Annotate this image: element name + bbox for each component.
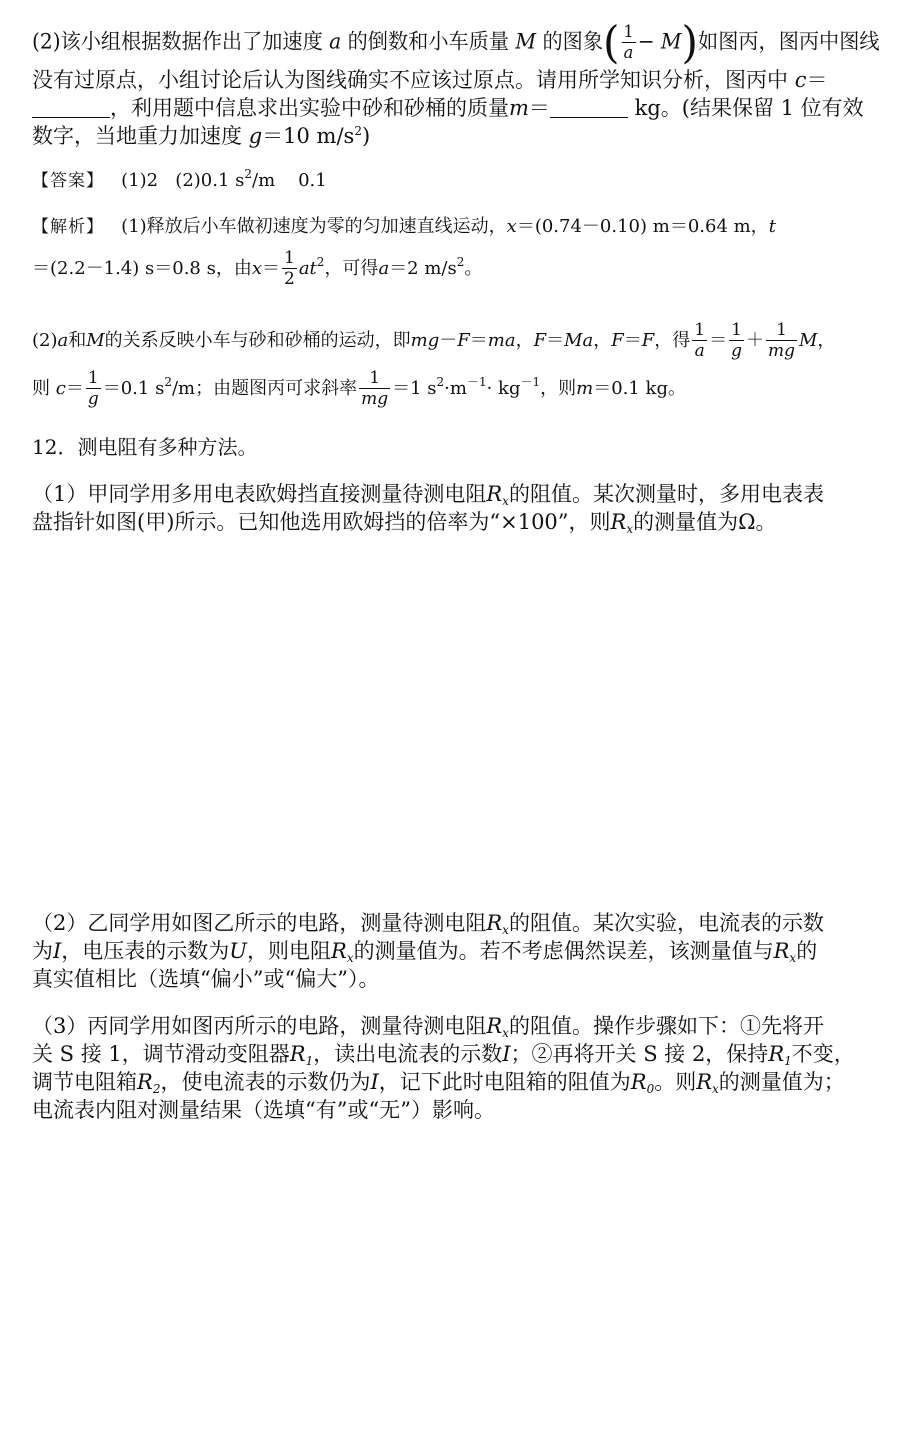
paren-left: ( xyxy=(603,17,620,69)
text: · kg xyxy=(486,378,521,399)
var-a: a xyxy=(378,258,390,279)
var-F: F xyxy=(457,330,470,351)
text: ，则电阻 xyxy=(247,939,331,963)
q11-line3 xyxy=(32,94,864,122)
var-M: M xyxy=(515,29,537,54)
var-R: R xyxy=(768,1042,785,1066)
q12-p1-line2 xyxy=(32,508,777,536)
var-I: I xyxy=(502,1042,511,1066)
q11-line1 xyxy=(32,17,880,69)
superscript: 2 xyxy=(436,375,445,389)
var-g: g xyxy=(248,124,263,148)
subscript: 2 xyxy=(152,1082,161,1096)
text: ＝1 s xyxy=(392,378,437,399)
superscript: 2 xyxy=(164,375,172,389)
text: ， xyxy=(515,330,534,351)
text: 的图象 xyxy=(542,29,604,54)
superscript: －1 xyxy=(466,375,487,389)
text: /m xyxy=(252,170,276,191)
text: － xyxy=(439,330,458,351)
subscript: x xyxy=(502,923,509,937)
analysis-tag: 【解析】 xyxy=(32,217,104,237)
text: 的测量值为； xyxy=(718,1070,845,1094)
fraction-1-over-a: $\frac{1}{a}$ xyxy=(694,320,706,361)
subscript: x xyxy=(502,494,509,508)
text: 关 S 接 1，调节滑动变阻器 xyxy=(32,1042,290,1066)
var-at: at xyxy=(298,258,317,279)
text: ＝10 m/s xyxy=(262,124,355,148)
text: ，记下此时电阻箱的阻值为 xyxy=(378,1070,631,1094)
subscript: x xyxy=(626,522,634,536)
var-R: R xyxy=(773,939,790,963)
answer-2: (2)0.1 s xyxy=(175,170,245,191)
q12-p3-line2 xyxy=(32,1040,855,1068)
var-m: m xyxy=(509,96,529,120)
text: ＝2 m/s xyxy=(389,258,457,279)
var-I: I xyxy=(370,1070,379,1094)
q12-p3-line1 xyxy=(32,1012,824,1040)
text: 的 xyxy=(796,939,818,963)
var-ma: ma xyxy=(487,330,516,351)
text: 如图丙，图丙中图线 xyxy=(698,29,880,54)
q12-p3-line3 xyxy=(32,1068,845,1096)
text: 的测量值为Ω。 xyxy=(633,510,777,534)
subscript: x xyxy=(712,1082,719,1096)
text: 不变， xyxy=(791,1042,855,1066)
answer-blank xyxy=(550,97,628,118)
var-c: c xyxy=(794,68,807,92)
subscript: 1 xyxy=(305,1054,314,1068)
text: 。 xyxy=(464,258,483,279)
text: ·m xyxy=(444,378,467,399)
text: ＝(0.74－0.10) m＝0.64 m， xyxy=(516,216,769,237)
analysis1-line1 xyxy=(32,213,776,241)
answer-3: 0.1 xyxy=(298,170,327,191)
text: ＝0.1 s xyxy=(102,378,165,399)
q12-p2-line2 xyxy=(32,937,817,965)
var-M: M xyxy=(798,330,818,351)
analysis2-line2 xyxy=(32,370,686,408)
text: ) xyxy=(361,124,371,148)
text: kg。(结果保留 1 位有效 xyxy=(634,96,864,120)
text: （1）甲同学用多用电表欧姆挡直接测量待测电阻 xyxy=(32,482,487,506)
var-F: F xyxy=(611,330,624,351)
var-x: x xyxy=(506,216,517,237)
text: ＝ xyxy=(262,258,280,279)
text: 盘指针如图(甲)所示。已知他选用欧姆挡的倍率为“×100”，则 xyxy=(32,510,611,534)
text: ，使电流表的示数仍为 xyxy=(160,1070,371,1094)
q12-title: 12．测电阻有多种方法。 xyxy=(32,435,258,459)
var-U: U xyxy=(229,939,247,963)
text: ＝ xyxy=(806,68,828,92)
text: 的倒数和小车质量 xyxy=(347,29,509,54)
superscript: －1 xyxy=(520,375,541,389)
var-x: x xyxy=(251,258,262,279)
fraction-1-over-mg: $\frac{1}{mg}$ xyxy=(767,320,795,361)
q11-line4 xyxy=(32,122,370,150)
text: 没有过原点，小组讨论后认为图线确实不应该过原点。请用所学知识分析，图丙中 xyxy=(32,68,788,92)
fraction-1-over-mg: $\frac{1}{mg}$ xyxy=(361,368,389,409)
var-Ma: Ma xyxy=(564,330,594,351)
text: ＋ xyxy=(745,330,764,351)
text: 数字，当地重力加速度 xyxy=(32,124,242,148)
text: ， xyxy=(817,330,836,351)
var-R: R xyxy=(137,1070,153,1094)
answer-tag: 【答案】 xyxy=(32,171,104,191)
text: ，得 xyxy=(654,330,691,351)
var-R: R xyxy=(630,1070,647,1094)
text: ；②再将开关 S 接 2，保持 xyxy=(510,1042,769,1066)
text: 的阻值。某次实验，电流表的示数 xyxy=(508,911,824,935)
text: 的关系反映小车与砂和砂桶的运动，即 xyxy=(104,330,411,351)
q12-p2-line1 xyxy=(32,909,824,937)
text: （3）丙同学用如图丙所示的电路，测量待测电阻 xyxy=(32,1014,487,1038)
fraction-1-over-g: $\frac{1}{g}$ xyxy=(731,320,742,361)
superscript: 2 xyxy=(244,167,253,181)
q12-p3-line4: 电流表内阻对测量结果（选填“有”或“无”）影响。 xyxy=(32,1098,495,1122)
answer-line xyxy=(32,167,327,195)
superscript: 2 xyxy=(354,124,362,138)
var-R: R xyxy=(289,1042,306,1066)
var-R: R xyxy=(486,911,503,935)
subscript: x xyxy=(789,951,797,965)
text: 的测量值为。若不考虑偶然误差，该测量值与 xyxy=(353,939,774,963)
text: 和 xyxy=(68,330,87,351)
text: （2）乙同学用如图乙所示的电路，测量待测电阻 xyxy=(32,911,487,935)
var-c: c xyxy=(55,378,66,399)
q11-line2 xyxy=(32,66,827,94)
var-F: F xyxy=(533,330,547,351)
var-R: R xyxy=(331,939,347,963)
superscript: 2 xyxy=(456,255,465,269)
q12-p1-line1 xyxy=(32,480,824,508)
text: ，电压表的示数为 xyxy=(61,939,230,963)
fraction-1-over-a: $\frac{1}{a}$ xyxy=(623,22,634,63)
var-mg: mg xyxy=(410,330,440,351)
var-R: R xyxy=(486,482,503,506)
subscript: x xyxy=(346,951,354,965)
paren-right: ) xyxy=(681,17,699,69)
text: ，利用题中信息求出实验中砂和砂桶的质量 xyxy=(110,96,509,120)
superscript: 2 xyxy=(316,255,325,269)
text: ＝ xyxy=(709,330,728,351)
text: ，读出电流表的示数 xyxy=(313,1042,503,1066)
var-R: R xyxy=(610,510,627,534)
text: ＝0.1 kg。 xyxy=(593,378,686,399)
text: ＝ xyxy=(65,378,84,399)
text: 调节电阻箱 xyxy=(32,1070,137,1094)
var-t: t xyxy=(768,216,776,237)
text: 。则 xyxy=(654,1070,697,1094)
text: ＝(2.2－1.4) s＝0.8 s，由 xyxy=(32,258,252,279)
analysis1-line2 xyxy=(32,250,482,288)
text: 为 xyxy=(32,939,53,963)
text: 的阻值。操作步骤如下：①先将开 xyxy=(508,1014,824,1038)
answer-1: (1)2 xyxy=(121,170,159,191)
var-R: R xyxy=(696,1070,713,1094)
text: (2)该小组根据数据作出了加速度 xyxy=(32,29,323,54)
subscript: 0 xyxy=(646,1082,655,1096)
text: (2) xyxy=(32,330,58,351)
fraction-half: $\frac{1}{2}$ xyxy=(284,248,295,289)
text: (1)释放后小车做初速度为零的匀加速直线运动， xyxy=(121,216,507,237)
var-R: R xyxy=(486,1014,503,1038)
subscript: x xyxy=(502,1026,509,1040)
text: /m；由题图丙可求斜率 xyxy=(171,378,358,399)
var-a: a xyxy=(57,330,69,351)
var-m: m xyxy=(576,378,594,399)
text: ，可得 xyxy=(324,258,379,279)
answer-blank xyxy=(32,97,110,118)
text: 则 xyxy=(32,378,50,399)
subscript: 1 xyxy=(784,1054,792,1068)
fraction-1-over-g: $\frac{1}{g}$ xyxy=(87,368,99,409)
var-I: I xyxy=(53,939,62,963)
q12-p2-line3: 真实值相比（选填“偏小”或“偏大”）。 xyxy=(32,967,380,991)
var-M: M xyxy=(86,330,105,351)
var-a: a xyxy=(329,29,342,54)
text: ＝ xyxy=(528,96,550,120)
text: ＝ xyxy=(546,330,565,351)
text: − M xyxy=(637,29,682,54)
text: ，则 xyxy=(540,378,577,399)
text: ＝ xyxy=(469,330,488,351)
text: ， xyxy=(593,330,612,351)
text: 的阻值。某次测量时，多用电表表 xyxy=(508,482,824,506)
text: ＝ xyxy=(623,330,642,351)
analysis2-line1 xyxy=(32,322,835,360)
var-F: F xyxy=(641,330,655,351)
